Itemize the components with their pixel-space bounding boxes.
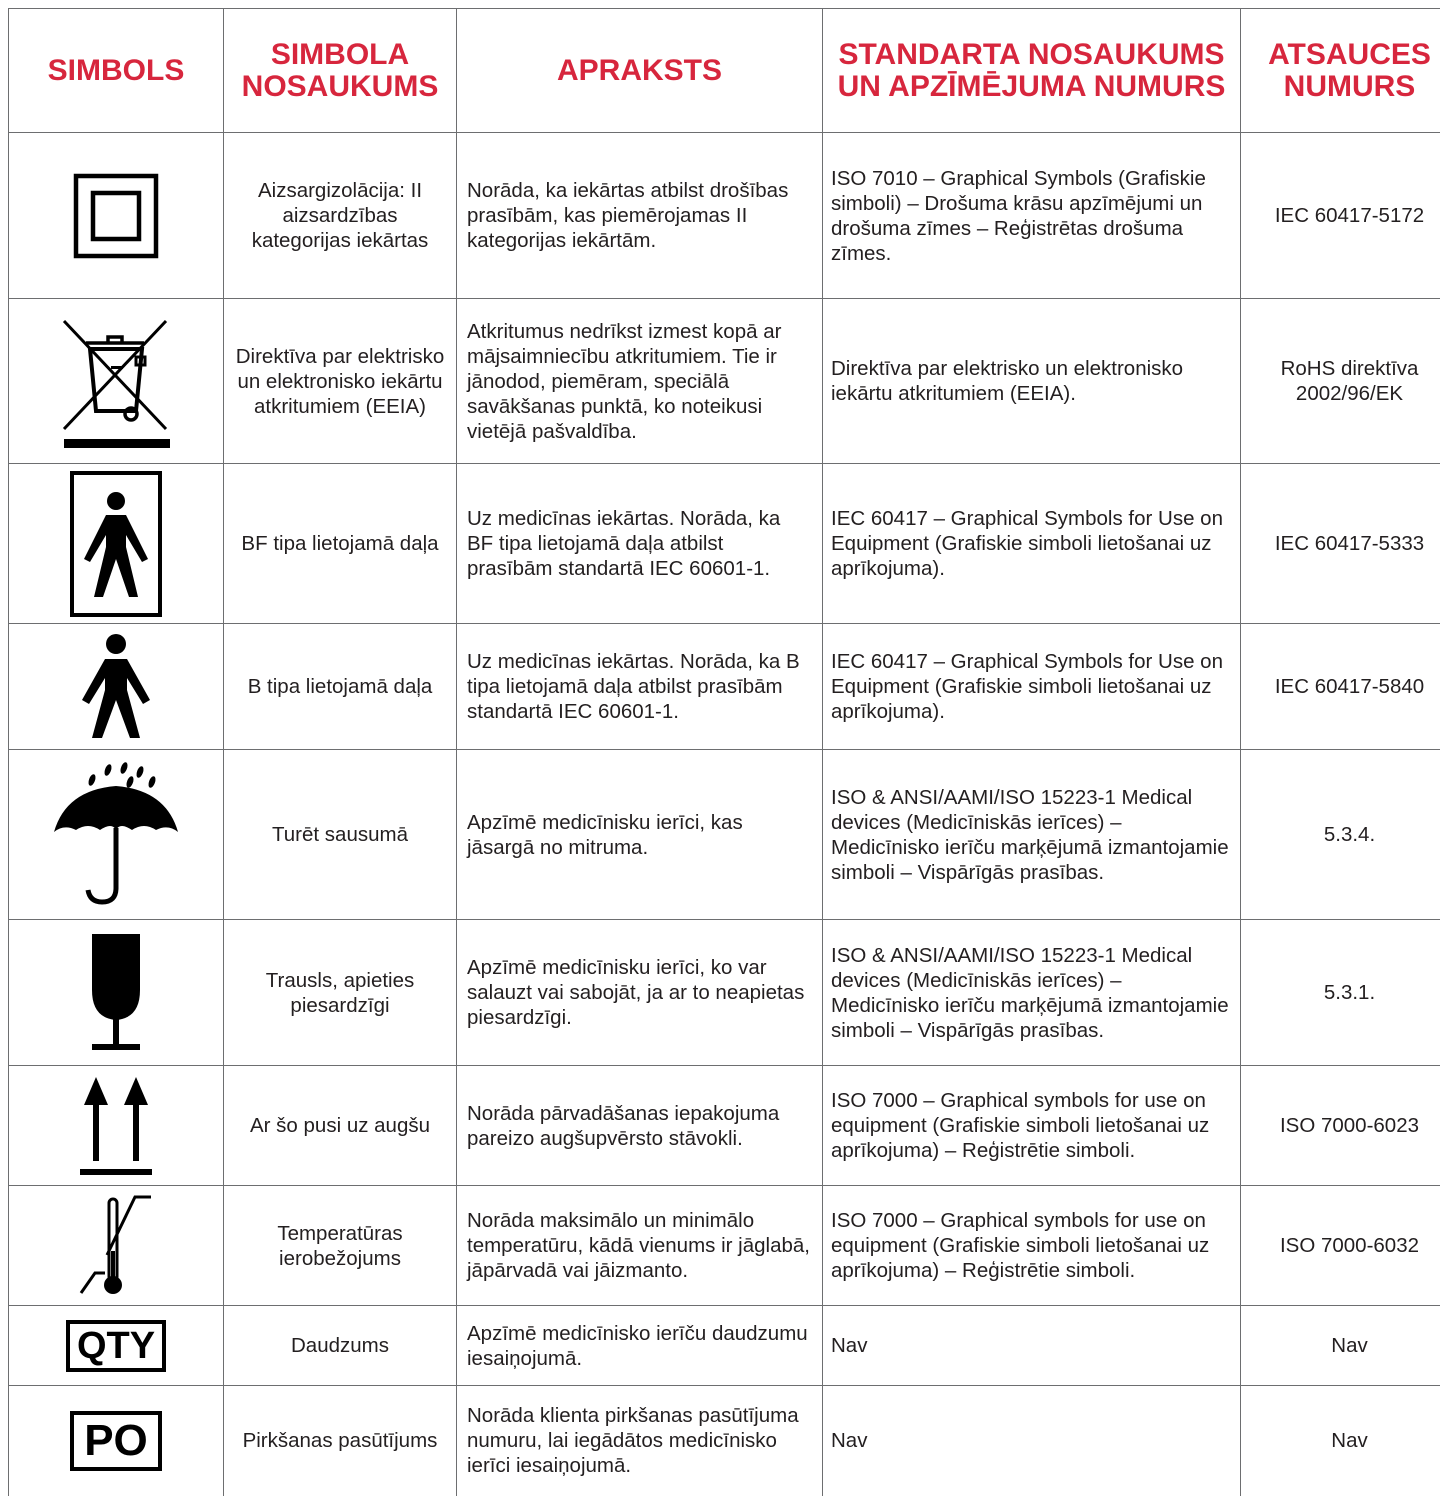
this-side-up-arrows-icon bbox=[76, 1071, 156, 1181]
table-row bbox=[9, 1066, 1440, 1186]
symbol-reference: IEC 60417-5172 bbox=[1241, 133, 1440, 299]
table-row bbox=[9, 299, 1440, 464]
quantity-label-icon: QTY bbox=[66, 1320, 166, 1372]
symbol-reference: Nav bbox=[1241, 1386, 1440, 1496]
table-row bbox=[9, 920, 1440, 1066]
symbol-description: Apzīmē medicīnisku ierīci, ko var salauzt vai sabojāt, ja ar to neapietas piesardzīgi. bbox=[457, 920, 823, 1066]
header-standard: STANDARTA NOSAUKUMS UN APZĪMĒJUMA NUMURS bbox=[823, 9, 1241, 133]
symbol-reference: 5.3.4. bbox=[1241, 750, 1440, 920]
header-description: APRAKSTS bbox=[457, 9, 823, 133]
symbol-description: Uz medicīnas iekārtas. Norāda, ka B tipa lietojamā daļa atbilst prasībām standartā IEC 60601-1. bbox=[457, 624, 823, 750]
symbol-name: Ar šo pusi uz augšu bbox=[224, 1066, 457, 1186]
symbol-standard: ISO & ANSI/AAMI/ISO 15223-1 Medical devices (Medicīniskās ierīces) – Medicīnisko ierīču marķējumā izmantojamie simboli – Vispārīgās prasības. bbox=[823, 750, 1241, 920]
symbol-name: Temperatūras ierobežojums bbox=[224, 1186, 457, 1306]
symbol-description: Norāda klienta pirkšanas pasūtījuma numuru, lai iegādātos medicīnisko ierīci iesaiņojumā. bbox=[457, 1386, 823, 1496]
symbol-reference: IEC 60417-5840 bbox=[1241, 624, 1440, 750]
symbol-cell bbox=[9, 750, 224, 920]
symbol-standard: Direktīva par elektrisko un elektronisko iekārtu atkritumiem (EEIA). bbox=[823, 299, 1241, 464]
symbol-cell bbox=[9, 299, 224, 464]
symbol-cell bbox=[9, 1066, 224, 1186]
header-symbol: SIMBOLS bbox=[9, 9, 224, 133]
symbol-standard: Nav bbox=[823, 1306, 1241, 1386]
table-row bbox=[9, 1386, 1440, 1496]
keep-dry-umbrella-icon bbox=[46, 760, 186, 910]
symbol-cell bbox=[9, 1386, 224, 1496]
symbol-cell bbox=[9, 920, 224, 1066]
symbol-standard: ISO & ANSI/AAMI/ISO 15223-1 Medical devices (Medicīniskās ierīces) – Medicīnisko ierīču marķējumā izmantojamie simboli – Vispārīgās prasības. bbox=[823, 920, 1241, 1066]
symbol-standard: ISO 7010 – Graphical Symbols (Grafiskie simboli) – Drošuma krāsu apzīmējumi un drošuma zīmes – Reģistrētas drošuma zīmes. bbox=[823, 133, 1241, 299]
symbol-name: Daudzums bbox=[224, 1306, 457, 1386]
symbol-reference: RoHS direktīva 2002/96/EK bbox=[1241, 299, 1440, 464]
symbol-name: BF tipa lietojamā daļa bbox=[224, 464, 457, 624]
table-row bbox=[9, 464, 1440, 624]
symbol-reference: Nav bbox=[1241, 1306, 1440, 1386]
symbol-standard: IEC 60417 – Graphical Symbols for Use on Equipment (Grafiskie simboli lietošanai uz aprīkojuma). bbox=[823, 624, 1241, 750]
symbol-reference: IEC 60417-5333 bbox=[1241, 464, 1440, 624]
symbol-description: Norāda pārvadāšanas iepakojuma pareizo augšupvērsto stāvokli. bbox=[457, 1066, 823, 1186]
symbol-description: Apzīmē medicīnisku ierīci, kas jāsargā no mitruma. bbox=[457, 750, 823, 920]
table-row bbox=[9, 1306, 1440, 1386]
header-reference: ATSAUCES NUMURS bbox=[1241, 9, 1440, 133]
symbol-name: Turēt sausumā bbox=[224, 750, 457, 920]
table-row bbox=[9, 750, 1440, 920]
temperature-limit-icon bbox=[71, 1191, 161, 1301]
symbol-name: B tipa lietojamā daļa bbox=[224, 624, 457, 750]
symbol-name: Aizsargizolācija: II aizsardzības kategorijas iekārtas bbox=[224, 133, 457, 299]
symbol-reference: ISO 7000-6032 bbox=[1241, 1186, 1440, 1306]
symbol-description: Norāda maksimālo un minimālo temperatūru, kādā vienums ir jāglabā, jāpārvadā vai jāizmanto. bbox=[457, 1186, 823, 1306]
table-row bbox=[9, 624, 1440, 750]
symbol-description: Apzīmē medicīnisko ierīču daudzumu iesaiņojumā. bbox=[457, 1306, 823, 1386]
header-symbol-name: SIMBOLA NOSAUKUMS bbox=[224, 9, 457, 133]
symbol-description: Norāda, ka iekārtas atbilst drošības prasībām, kas piemērojamas II kategorijas iekārtām. bbox=[457, 133, 823, 299]
symbols-table bbox=[8, 8, 1440, 1496]
symbol-standard: IEC 60417 – Graphical Symbols for Use on Equipment (Grafiskie simboli lietošanai uz aprīkojuma). bbox=[823, 464, 1241, 624]
table-row bbox=[9, 1186, 1440, 1306]
fragile-glass-icon bbox=[76, 928, 156, 1058]
symbol-name: Direktīva par elektrisko un elektronisko iekārtu atkritumiem (EEIA) bbox=[224, 299, 457, 464]
symbol-standard: Nav bbox=[823, 1386, 1241, 1496]
symbol-name: Pirkšanas pasūtījums bbox=[224, 1386, 457, 1496]
symbol-cell bbox=[9, 1306, 224, 1386]
symbol-cell bbox=[9, 464, 224, 624]
type-b-applied-part-icon bbox=[76, 632, 156, 742]
crossed-out-bin-icon bbox=[56, 311, 176, 451]
table-row bbox=[9, 133, 1440, 299]
symbol-standard: ISO 7000 – Graphical symbols for use on equipment (Grafiskie simboli lietošanai uz aprīkojuma) – Reģistrētie simboli. bbox=[823, 1066, 1241, 1186]
symbol-reference: 5.3.1. bbox=[1241, 920, 1440, 1066]
symbol-cell bbox=[9, 133, 224, 299]
symbol-name: Trausls, apieties piesardzīgi bbox=[224, 920, 457, 1066]
purchase-order-label-icon: PO bbox=[70, 1411, 162, 1471]
type-bf-applied-part-icon bbox=[66, 469, 166, 619]
symbol-reference: ISO 7000-6023 bbox=[1241, 1066, 1440, 1186]
header-row bbox=[9, 9, 1440, 133]
symbol-standard: ISO 7000 – Graphical symbols for use on equipment (Grafiskie simboli lietošanai uz aprīkojuma) – Reģistrētie simboli. bbox=[823, 1186, 1241, 1306]
symbol-description: Atkritumus nedrīkst izmest kopā ar mājsaimniecību atkritumiem. Tie ir jānodod, piemēram, speciālā savākšanas punktā, ko noteikusi vietējā pašvaldība. bbox=[457, 299, 823, 464]
symbol-cell bbox=[9, 1186, 224, 1306]
symbol-cell bbox=[9, 624, 224, 750]
symbol-description: Uz medicīnas iekārtas. Norāda, ka BF tipa lietojamā daļa atbilst prasībām standartā IEC 60601-1. bbox=[457, 464, 823, 624]
double-insulation-icon bbox=[56, 156, 176, 276]
